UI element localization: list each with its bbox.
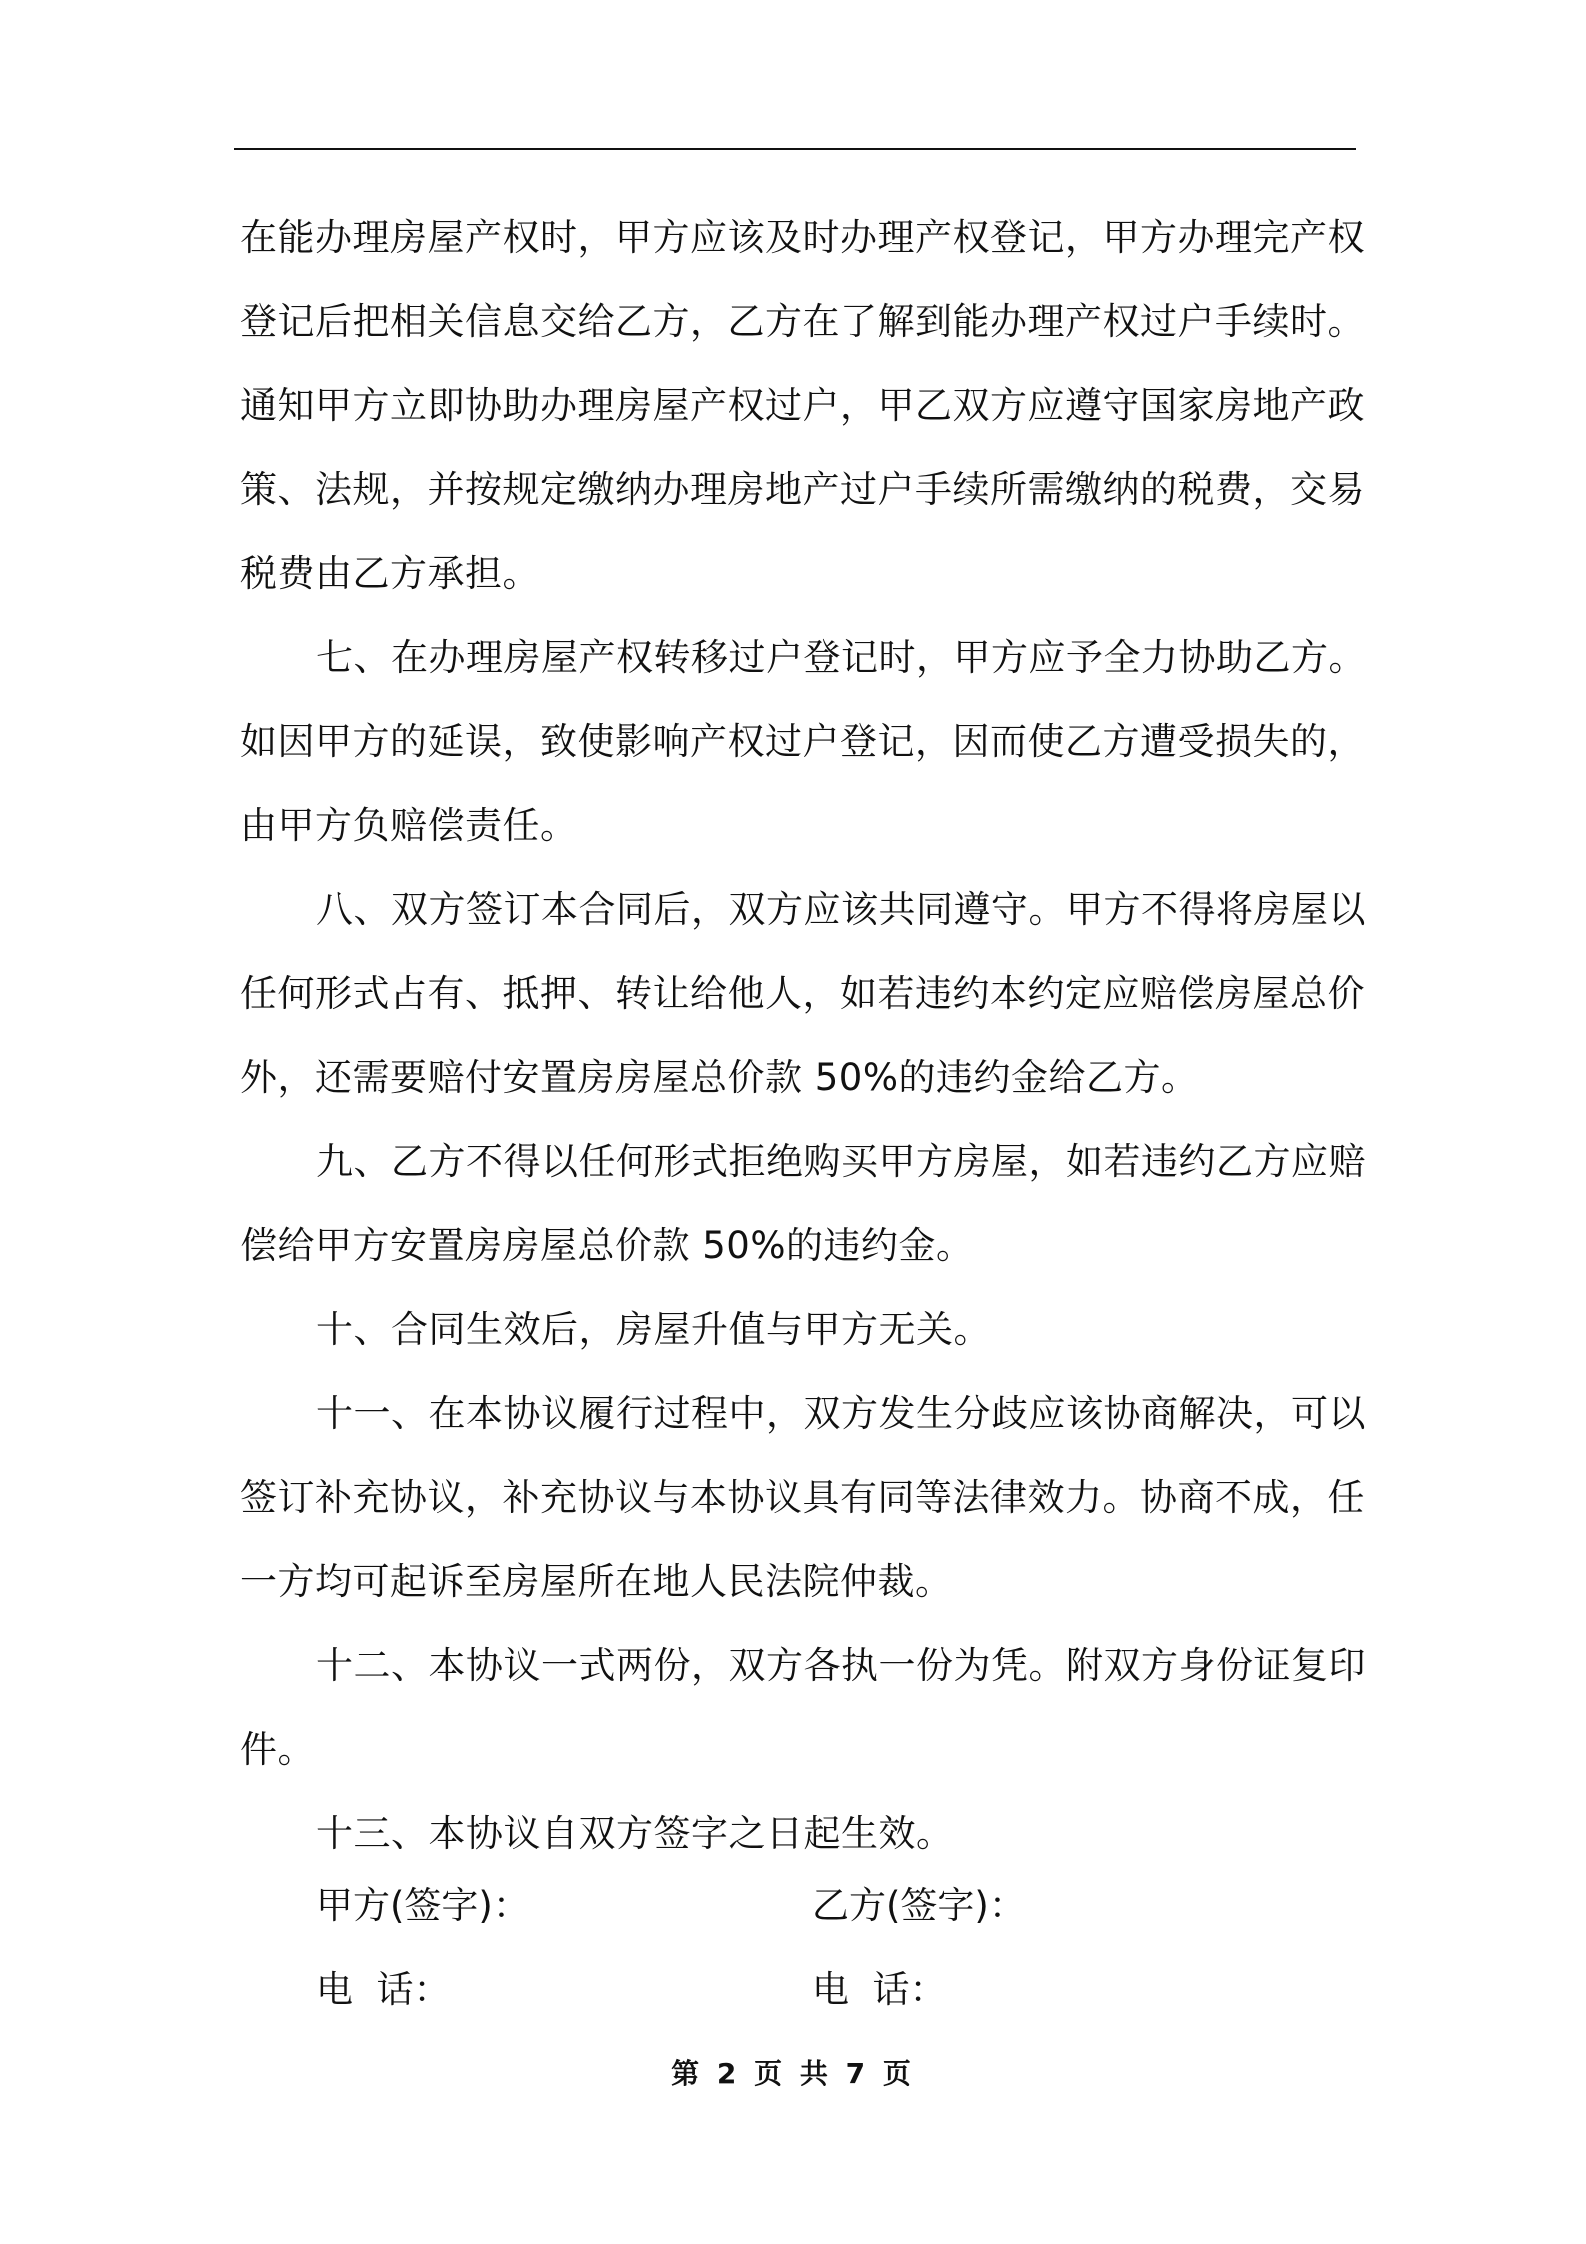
clause-9-line: 九、乙方不得以任何形式拒绝购买甲方房屋，如若违约乙方应赔 [316,1140,1366,1183]
party-b-signature-label: 乙方(签字)： [812,1884,1026,1927]
clause-12-line: 十二、本协议一式两份，双方各执一份为凭。附双方身份证复印 [316,1644,1366,1687]
body-line: 由甲方负赔偿责任。 [240,804,578,847]
body-line: 税费由乙方承担。 [240,552,540,595]
body-line: 通知甲方立即协助办理房屋产权过户，甲乙双方应遵守国家房地产政 [240,384,1365,427]
body-line: 件。 [240,1728,315,1771]
body-line: 策、法规，并按规定缴纳办理房地产过户手续所需缴纳的税费，交易 [240,468,1365,511]
clause-10-line: 十、合同生效后，房屋升值与甲方无关。 [316,1308,991,1351]
contract-body [240,196,1366,1876]
body-line: 在能办理房屋产权时，甲方应该及时办理产权登记，甲方办理完产权 [240,216,1365,259]
clause-11-line: 十一、在本协议履行过程中，双方发生分歧应该协商解决，可以 [316,1392,1366,1435]
phone-row [316,1948,1356,2032]
body-line: 登记后把相关信息交给乙方，乙方在了解到能办理产权过户手续时。 [240,300,1365,343]
page-number-footer: 第 2 页 共 7 页 [671,2057,915,2090]
signature-row [316,1864,1356,1948]
body-line: 偿给甲方安置房房屋总价款 50%的违约金。 [240,1224,974,1267]
body-line: 签订补充协议，补充协议与本协议具有同等法律效力。协商不成，任 [240,1476,1365,1519]
clause-7-line: 七、在办理房屋产权转移过户登记时，甲方应予全力协助乙方。 [316,636,1366,679]
party-b-phone-label: 电 话： [812,1968,947,2011]
clause-13-line: 十三、本协议自双方签字之日起生效。 [316,1812,954,1855]
body-line: 任何形式占有、抵押、转让给他人，如若违约本约定应赔偿房屋总价 [240,972,1365,1015]
body-line: 一方均可起诉至房屋所在地人民法院仲裁。 [240,1560,953,1603]
clause-8-line: 八、双方签订本合同后，双方应该共同遵守。甲方不得将房屋以 [316,888,1366,931]
body-line: 外，还需要赔付安置房房屋总价款 50%的违约金给乙方。 [240,1056,1199,1099]
header-rule [234,148,1356,150]
body-line: 如因甲方的延误，致使影响产权过户登记，因而使乙方遭受损失的， [240,720,1365,763]
party-a-signature-label: 甲方(签字)： [316,1884,530,1927]
party-a-phone-label: 电 话： [316,1968,451,2011]
